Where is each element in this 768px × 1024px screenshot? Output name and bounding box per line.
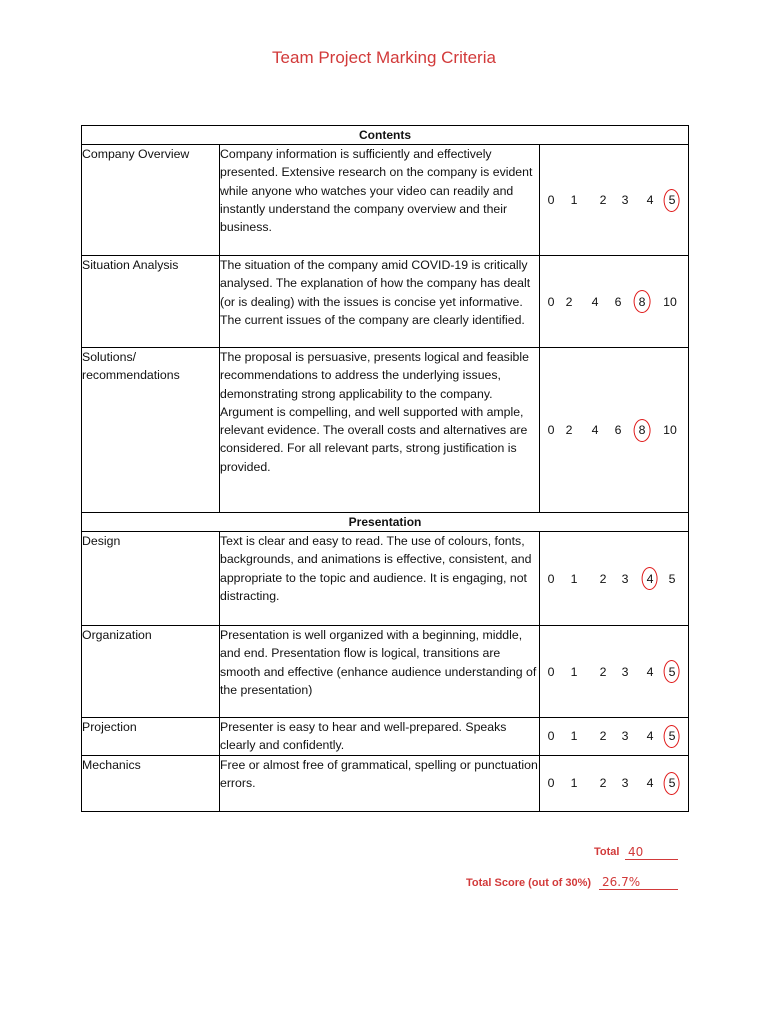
criterion-description: Text is clear and easy to read. The use of colours, fonts, backgrounds, and animations is effective, consistent, and appropriate to the topic and audience. It is engaging, not distracting.: [220, 532, 540, 626]
score-cell: [540, 626, 689, 718]
selected-score-option: 5: [669, 662, 676, 682]
total-score-label: Total Score (out of 30%): [466, 877, 592, 889]
criterion-label: Projection: [82, 718, 220, 756]
criterion-description: Free or almost free of grammatical, spelling or punctuation errors.: [220, 755, 540, 811]
page-title: Team Project Marking Criteria: [272, 48, 496, 67]
table-row-mechanics: [82, 755, 689, 811]
criterion-label: Situation Analysis: [82, 256, 220, 348]
score-option: 2: [599, 664, 607, 679]
score-option: 3: [621, 729, 629, 744]
score-scale: [540, 420, 688, 440]
table-row-projection: [82, 718, 689, 756]
criterion-description: The proposal is persuasive, presents logical and feasible recommendations to address the underlying issues, demonstrating strong applicability to the company. Argument is compelling, and well supported with ample, relevant evidence. The overall costs and alternatives are considered. For all relevant parts, strong justification is provided.: [220, 348, 540, 513]
score-option: 4: [591, 423, 599, 437]
score-option: 1: [570, 664, 578, 679]
score-scale: [540, 190, 688, 210]
score-option: 0: [547, 729, 555, 744]
score-option: 0: [547, 776, 555, 791]
score-scale: [540, 662, 688, 682]
criterion-description: Company information is sufficiently and effectively presented. Extensive research on the company is evident while anyone who watches your video can readily and instantly understand the company overview and their business.: [220, 145, 540, 256]
criterion-label: Company Overview: [82, 145, 220, 256]
total-value: 40: [625, 845, 678, 860]
criterion-description: Presentation is well organized with a beginning, middle, and end. Presentation flow is logical, transitions are smooth and effective (enhance audience understanding of the presentation): [220, 626, 540, 718]
score-option: 1: [570, 193, 578, 207]
section-header-presentation: Presentation: [82, 513, 689, 532]
table-row-company-overview: [82, 145, 689, 256]
table-row-design: [82, 532, 689, 626]
score-cell: [540, 532, 689, 626]
total-score-line: [0, 875, 768, 895]
score-scale: [540, 726, 688, 746]
score-option: 3: [621, 776, 629, 791]
section-header-contents: Contents: [82, 126, 689, 145]
marking-criteria-table: [81, 125, 689, 812]
score-option: 1: [570, 571, 578, 586]
score-cell: [540, 348, 689, 513]
score-option: 2: [599, 729, 607, 744]
score-option: 2: [599, 571, 607, 586]
score-scale: [540, 569, 688, 589]
criterion-description: Presenter is easy to hear and well-prepared. Speaks clearly and confidently.: [220, 718, 540, 756]
score-option: 3: [621, 571, 629, 586]
score-option: 1: [570, 776, 578, 791]
score-option: 4: [591, 294, 599, 309]
score-option: 4: [646, 776, 654, 791]
score-option: 0: [547, 193, 555, 207]
total-line: [0, 845, 768, 865]
total-score-value: 26.7%: [599, 875, 678, 890]
score-scale: [540, 292, 688, 312]
criterion-label: Solutions/ recommendations: [82, 348, 220, 513]
score-cell: [540, 755, 689, 811]
score-option: 4: [646, 193, 654, 207]
score-option: 5: [668, 571, 676, 586]
table-row-solutions-recommendations: [82, 348, 689, 513]
score-option: 2: [599, 193, 607, 207]
score-cell: [540, 256, 689, 348]
selected-score-option: 5: [669, 726, 676, 746]
score-option: 0: [547, 294, 555, 309]
score-option: 2: [565, 423, 573, 437]
score-option: 0: [547, 571, 555, 586]
score-option: 4: [646, 664, 654, 679]
table-row-organization: [82, 626, 689, 718]
selected-score-option: 8: [639, 292, 646, 312]
total-label: Total: [594, 846, 620, 858]
score-option: 2: [599, 776, 607, 791]
score-cell: [540, 145, 689, 256]
criterion-label: Organization: [82, 626, 220, 718]
criterion-description: The situation of the company amid COVID-19 is critically analysed. The explanation of how the company has dealt (or is dealing) with the issues is concise yet informative. The current issues of the company are clearly identified.: [220, 256, 540, 348]
score-option: 6: [614, 423, 622, 437]
table-row-situation-analysis: [82, 256, 689, 348]
score-option: 0: [547, 423, 555, 437]
score-option: 0: [547, 664, 555, 679]
score-option: 3: [621, 664, 629, 679]
score-option: 3: [621, 193, 629, 207]
selected-score-option: 4: [647, 569, 654, 589]
score-option: 1: [570, 729, 578, 744]
score-option: 6: [614, 294, 622, 309]
score-option: 4: [646, 729, 654, 744]
selected-score-option: 5: [669, 773, 676, 793]
score-option: 2: [565, 294, 573, 309]
score-option: 10: [663, 423, 677, 437]
score-option: 10: [663, 294, 677, 309]
criterion-label: Design: [82, 532, 220, 626]
selected-score-option: 5: [669, 190, 676, 210]
score-scale: [540, 773, 688, 793]
criterion-label: Mechanics: [82, 755, 220, 811]
selected-score-option: 8: [639, 420, 646, 440]
score-cell: [540, 718, 689, 756]
